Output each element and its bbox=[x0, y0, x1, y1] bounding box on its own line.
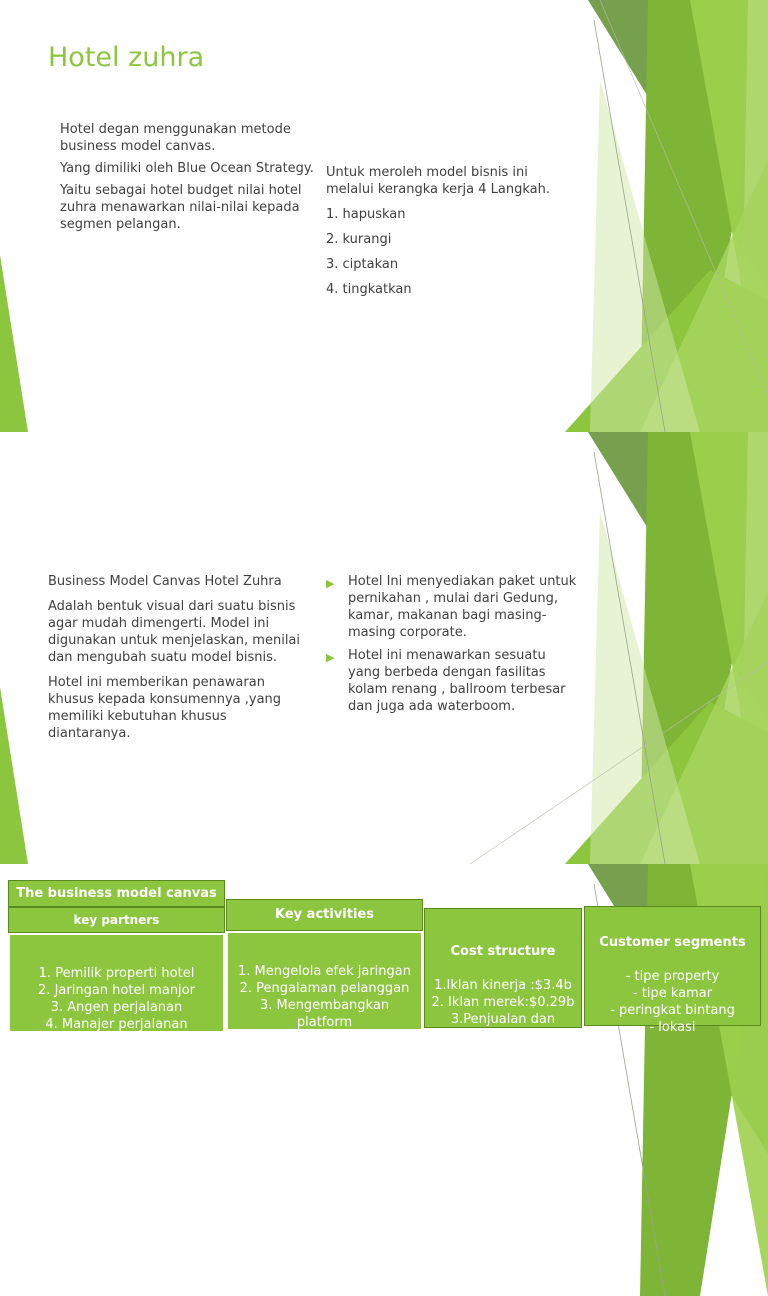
description-paragraph: Adalah bentuk visual dari suatu bisnis agar mudah dimengerti. Model ini digunakan untuk menjelaskan, menilai dan mengubah suatu model bisnis. bbox=[48, 599, 301, 665]
steps-text bbox=[326, 164, 562, 306]
slide-1 bbox=[0, 0, 768, 432]
list-item: 2. Pengalaman pelanggan bbox=[239, 981, 410, 996]
intro-paragraph: Yaitu sebagai hotel budget nilai hotel zuhra menawarkan nilai-nilai kepada segmen pelangan. bbox=[60, 183, 302, 232]
description-heading: Business Model Canvas Hotel Zuhra bbox=[48, 574, 282, 589]
customer-segments-header: Customer segments bbox=[599, 935, 746, 950]
bullet-arrow-icon: ▶ bbox=[326, 577, 335, 590]
list-item: - tipe kamar bbox=[632, 986, 713, 1001]
steps-intro: Untuk meroleh model bisnis ini melalui kerangka kerja 4 Langkah. bbox=[326, 165, 550, 197]
list-item: 4. Manajer perjalanan bbox=[45, 1017, 188, 1032]
list-item: 3. Angen perjalanan bbox=[50, 1000, 183, 1015]
key-activities-box bbox=[226, 931, 423, 1031]
slide-3 bbox=[0, 864, 768, 1035]
key-activities-list bbox=[228, 963, 421, 1031]
list-item: 3.Penjualan dan bbox=[450, 1012, 556, 1027]
bullet-item: ▶ Hotel Ini menyediakan paket untuk pernikahan , mulai dari Gedung, kamar, makanan bagi masing-masing corporate. bbox=[326, 574, 577, 640]
list-item: 3. Mengembangkan bbox=[259, 998, 390, 1013]
key-partners-header: key partners bbox=[8, 907, 225, 933]
bullet-arrow-icon: ▶ bbox=[326, 651, 335, 664]
list-item: platform bbox=[296, 1015, 353, 1030]
list-item: - peringkat bintang bbox=[610, 1003, 735, 1018]
description-paragraph: Hotel ini memberikan penawaran khusus kepada konsumennya ,yang memiliki kebutuhan khusus diantaranya. bbox=[48, 675, 282, 741]
intro-paragraph: Hotel degan menggunakan metode business model canvas. bbox=[60, 122, 291, 154]
step-item: 1. hapuskan bbox=[326, 207, 406, 222]
canvas-title: The business model canvas bbox=[8, 880, 225, 907]
intro-text bbox=[60, 121, 315, 238]
list-item: 1.Iklan kinerja :$3.4b bbox=[434, 978, 572, 993]
list-item: 1. Pemilik properti hotel bbox=[38, 966, 195, 981]
slide-2 bbox=[0, 432, 768, 864]
bullet-item: ▶ Hotel ini menawarkan sesuatu yang berbeda dengan fasilitas kolam renang , ballroom terbesar dan juga ada waterboom. bbox=[326, 648, 566, 714]
canvas-description bbox=[48, 573, 308, 747]
offer-bullets bbox=[326, 573, 581, 721]
customer-segments-box bbox=[584, 906, 761, 1035]
list-item: - tipe property bbox=[625, 969, 720, 984]
cost-structure-box bbox=[424, 908, 582, 1028]
key-activities-header: Key activities bbox=[226, 899, 423, 931]
step-item: 2. kurangi bbox=[326, 232, 392, 247]
step-item: 4. tingkatkan bbox=[326, 282, 412, 297]
step-item: 3. ciptakan bbox=[326, 257, 399, 272]
list-item: 2. Iklan merek:$0.29b bbox=[431, 995, 575, 1010]
key-partners-list bbox=[10, 965, 223, 1033]
list-item: 1. Mengelola efek jaringan bbox=[238, 964, 411, 979]
customer-segments-list bbox=[585, 968, 760, 1036]
page-title: Hotel zuhra bbox=[48, 42, 205, 73]
list-item: 2. Jaringan hotel manjor bbox=[38, 983, 195, 998]
cost-structure-list bbox=[425, 977, 581, 1028]
cost-structure-header: Cost structure bbox=[450, 944, 556, 959]
list-item: - lokasi bbox=[649, 1020, 696, 1035]
intro-paragraph: Yang dimiliki oleh Blue Ocean Strategy. bbox=[60, 161, 314, 176]
key-partners-box bbox=[8, 933, 225, 1033]
